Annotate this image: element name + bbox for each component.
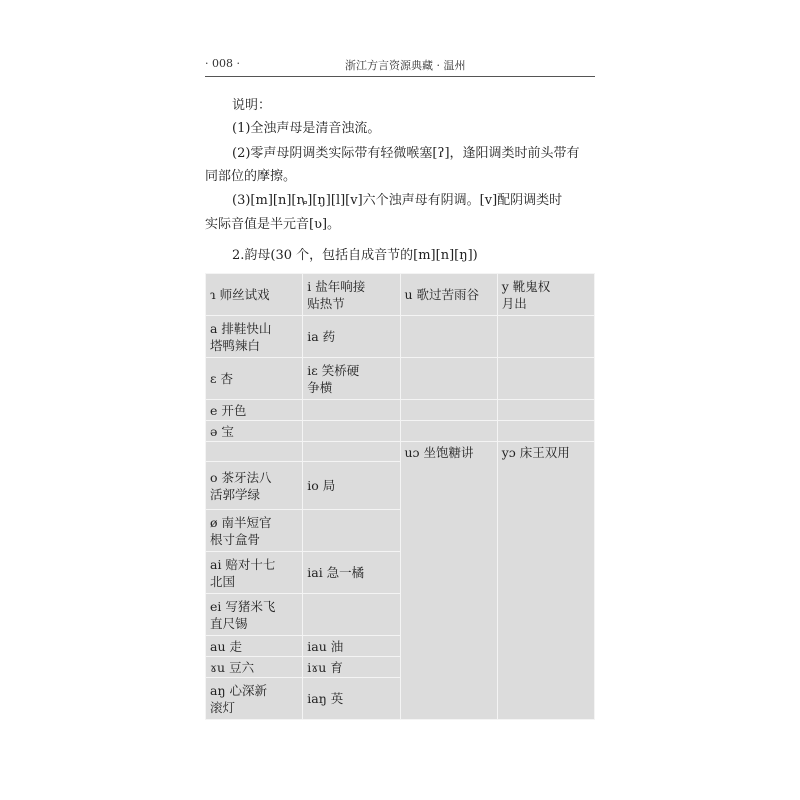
- table-cell: [206, 442, 303, 462]
- table-cell: iau 油: [303, 636, 400, 657]
- table-cell: ɤu 豆六: [206, 657, 303, 678]
- table-cell: ɛ 杏: [206, 358, 303, 400]
- table-cell: e 开色: [206, 400, 303, 421]
- table-cell: [400, 421, 497, 442]
- table-cell: ei 写猪米飞 直尺锡: [206, 594, 303, 636]
- table-cell: yɔ 床王双用: [497, 442, 594, 720]
- table-row: [206, 358, 595, 400]
- table-cell: [400, 400, 497, 421]
- table-row: [206, 274, 595, 316]
- table-cell: ɿ 师丝试戏: [206, 274, 303, 316]
- table-cell: [497, 358, 594, 400]
- running-title: 浙江方言资源典藏 · 温州: [345, 59, 466, 72]
- table-cell: au 走: [206, 636, 303, 657]
- table-row: [206, 442, 595, 462]
- table-cell: y 靴鬼权 月出: [497, 274, 594, 316]
- table-cell: iɛ 笑桥硬 争横: [303, 358, 400, 400]
- table-cell: o 茶牙法八 活郭学绿: [206, 462, 303, 510]
- notes-heading: 说明：: [232, 98, 272, 113]
- note-1: (1)全浊声母是清音浊流。: [232, 121, 381, 136]
- note-2-line-a: (2)零声母阴调类实际带有轻微喉塞[ʔ]，逢阳调类时前头带有: [232, 146, 580, 161]
- table-row: [206, 316, 595, 358]
- section-title: 2.韵母(30 个，包括自成音节的[m][n][ŋ]): [232, 248, 478, 263]
- table-cell: iɤu 育: [303, 657, 400, 678]
- table-cell: io 局: [303, 462, 400, 510]
- table-cell: ø 南半短官 根寸盒骨: [206, 510, 303, 552]
- page-number: · 008 ·: [205, 57, 240, 70]
- table-cell: [400, 358, 497, 400]
- table-cell: ia 药: [303, 316, 400, 358]
- table-cell: uɔ 坐饱糖讲: [400, 442, 497, 720]
- table-cell: a 排鞋快山 塔鸭辣白: [206, 316, 303, 358]
- table-row: [206, 421, 595, 442]
- header-rule: [205, 76, 595, 77]
- table-cell: [303, 421, 400, 442]
- table-cell: [303, 442, 400, 462]
- table-cell: i 盐年响接 贴热节: [303, 274, 400, 316]
- table-cell: [497, 316, 594, 358]
- finals-table: [205, 273, 595, 720]
- table-cell: iai 急一橘: [303, 552, 400, 594]
- table-cell: ə 宝: [206, 421, 303, 442]
- table-cell: [303, 510, 400, 552]
- table-cell: [497, 400, 594, 421]
- table-row: [206, 400, 595, 421]
- table-cell: [303, 400, 400, 421]
- table-cell: [400, 316, 497, 358]
- table-cell: iaŋ 英: [303, 678, 400, 720]
- table-cell: aŋ 心深新 滚灯: [206, 678, 303, 720]
- table-cell: ai 赔对十七 北国: [206, 552, 303, 594]
- table-cell: [303, 594, 400, 636]
- note-3-line-b: 实际音值是半元音[ʋ]。: [205, 217, 341, 232]
- running-header: [205, 57, 595, 73]
- table-cell: [497, 421, 594, 442]
- note-2-line-b: 同部位的摩擦。: [205, 169, 297, 184]
- table-cell: u 歌过苦雨谷: [400, 274, 497, 316]
- note-3-line-a: (3)[m][n][ȵ][ŋ][l][v]六个浊声母有阴调。[v]配阴调类时: [232, 193, 563, 208]
